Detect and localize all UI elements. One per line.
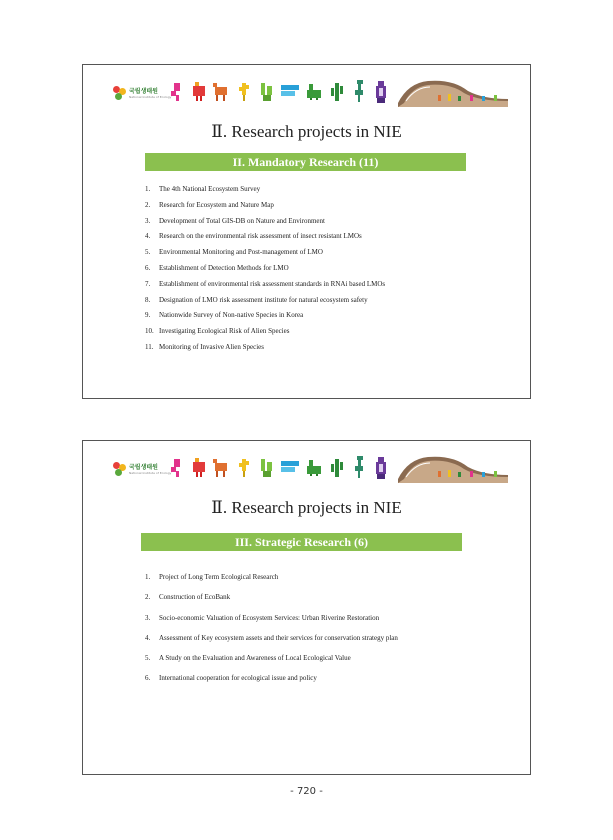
ecorium-landscape-icon — [398, 77, 508, 107]
item-text: International cooperation for ecological issue and policy — [159, 674, 317, 683]
green-heron-icon — [353, 456, 365, 478]
list-item — [145, 573, 398, 593]
logo-subtitle: National Institute of Ecology — [129, 470, 172, 475]
item-text: The 4th National Ecosystem Survey — [159, 185, 261, 193]
item-number: 6. — [145, 263, 151, 272]
pink-flower-icon — [171, 83, 183, 101]
section-header: II. Mandatory Research (11) — [145, 153, 466, 171]
item-text: Socio-economic Valuation of Ecosystem Services: Urban Riverine Restoration — [159, 613, 380, 622]
blue-fish-icon — [281, 85, 299, 97]
list-item — [145, 248, 385, 264]
item-number: 6. — [145, 674, 151, 683]
slide-banner — [113, 451, 508, 485]
item-text: Monitoring of Invasive Alien Species — [159, 342, 264, 351]
item-text: Construction of EcoBank — [159, 593, 231, 602]
item-number: 5. — [145, 654, 151, 663]
item-number: 9. — [145, 311, 151, 320]
item-text: Assessment of Key ecosystem assets and their services for conservation strategy plan — [159, 633, 398, 642]
section-header: III. Strategic Research (6) — [141, 533, 462, 551]
list-item — [145, 327, 385, 343]
item-text: Project of Long Term Ecological Research — [159, 573, 279, 581]
item-number: 10. — [145, 327, 154, 336]
slide-banner — [113, 75, 508, 109]
item-number: 7. — [145, 279, 151, 288]
item-text: Research on the environmental risk assessment of insect resistant LMOs — [159, 232, 362, 241]
logo-name: 국립생태원 — [129, 87, 158, 95]
item-number: 11. — [145, 342, 154, 351]
list-item — [145, 185, 385, 201]
list-item — [145, 654, 398, 674]
item-number: 8. — [145, 295, 151, 304]
list-item — [145, 201, 385, 217]
red-bird-icon — [193, 82, 205, 102]
item-text: Establishment of environmental risk assessment standards in RNAi based LMOs — [159, 279, 386, 288]
item-text: Nationwide Survey of Non-native Species in Korea — [159, 311, 304, 320]
list-item — [145, 674, 398, 694]
purple-penguin-icon — [375, 81, 387, 103]
item-number: 4. — [145, 633, 151, 642]
green-insect-icon — [307, 84, 321, 100]
list-item — [145, 232, 385, 248]
green-frog-icon — [261, 83, 273, 101]
research-list — [145, 573, 398, 695]
deer-icon — [213, 83, 227, 101]
logo-name: 국립생태원 — [129, 463, 158, 471]
research-list — [145, 185, 385, 359]
purple-penguin-icon — [375, 457, 387, 479]
item-text: Establishment of Detection Methods for LMO — [159, 263, 289, 272]
page-number: - 720 - — [290, 786, 323, 797]
yellow-plant-icon — [239, 83, 249, 101]
item-number: 3. — [145, 216, 151, 225]
item-text: Research for Ecosystem and Nature Map — [159, 200, 274, 209]
item-number: 3. — [145, 613, 151, 622]
item-text: Development of Total GIS-DB on Nature and Environment — [159, 216, 325, 225]
list-item — [145, 593, 398, 613]
slide-mandatory-research — [82, 64, 531, 399]
item-text: A Study on the Evaluation and Awareness of Local Ecological Value — [159, 654, 351, 663]
pink-flower-icon — [171, 459, 183, 477]
list-item — [145, 311, 385, 327]
item-number: 5. — [145, 248, 151, 257]
item-text: Environmental Monitoring and Post-management of LMO — [159, 248, 323, 257]
list-item — [145, 280, 385, 296]
slide-title: Ⅱ. Research projects in NIE — [211, 498, 402, 517]
item-number: 1. — [145, 185, 151, 193]
list-item — [145, 296, 385, 312]
item-number: 1. — [145, 573, 151, 581]
ecorium-landscape-icon — [398, 453, 508, 483]
item-text: Investigating Ecological Risk of Alien Species — [159, 327, 290, 336]
nie-logo — [113, 462, 171, 476]
yellow-plant-icon — [239, 459, 249, 477]
item-number: 4. — [145, 232, 151, 241]
logo-mark-icon — [113, 86, 127, 100]
list-item — [145, 343, 385, 359]
slide-title: Ⅱ. Research projects in NIE — [211, 122, 402, 141]
item-text: Designation of LMO risk assessment institute for natural ecosystem safety — [159, 295, 368, 304]
blue-fish-icon — [281, 461, 299, 473]
green-frog-icon — [261, 459, 273, 477]
red-bird-icon — [193, 458, 205, 478]
green-heron-icon — [353, 80, 365, 102]
list-item — [145, 264, 385, 280]
list-item — [145, 614, 398, 634]
slide-strategic-research — [82, 440, 531, 775]
logo-mark-icon — [113, 462, 127, 476]
item-number: 2. — [145, 593, 151, 602]
list-item — [145, 634, 398, 654]
green-cactus-icon — [331, 83, 343, 101]
list-item — [145, 217, 385, 233]
green-insect-icon — [307, 460, 321, 476]
nie-logo — [113, 86, 171, 100]
deer-icon — [213, 459, 227, 477]
logo-subtitle: National Institute of Ecology — [129, 94, 172, 99]
item-number: 2. — [145, 200, 151, 209]
green-cactus-icon — [331, 459, 343, 477]
